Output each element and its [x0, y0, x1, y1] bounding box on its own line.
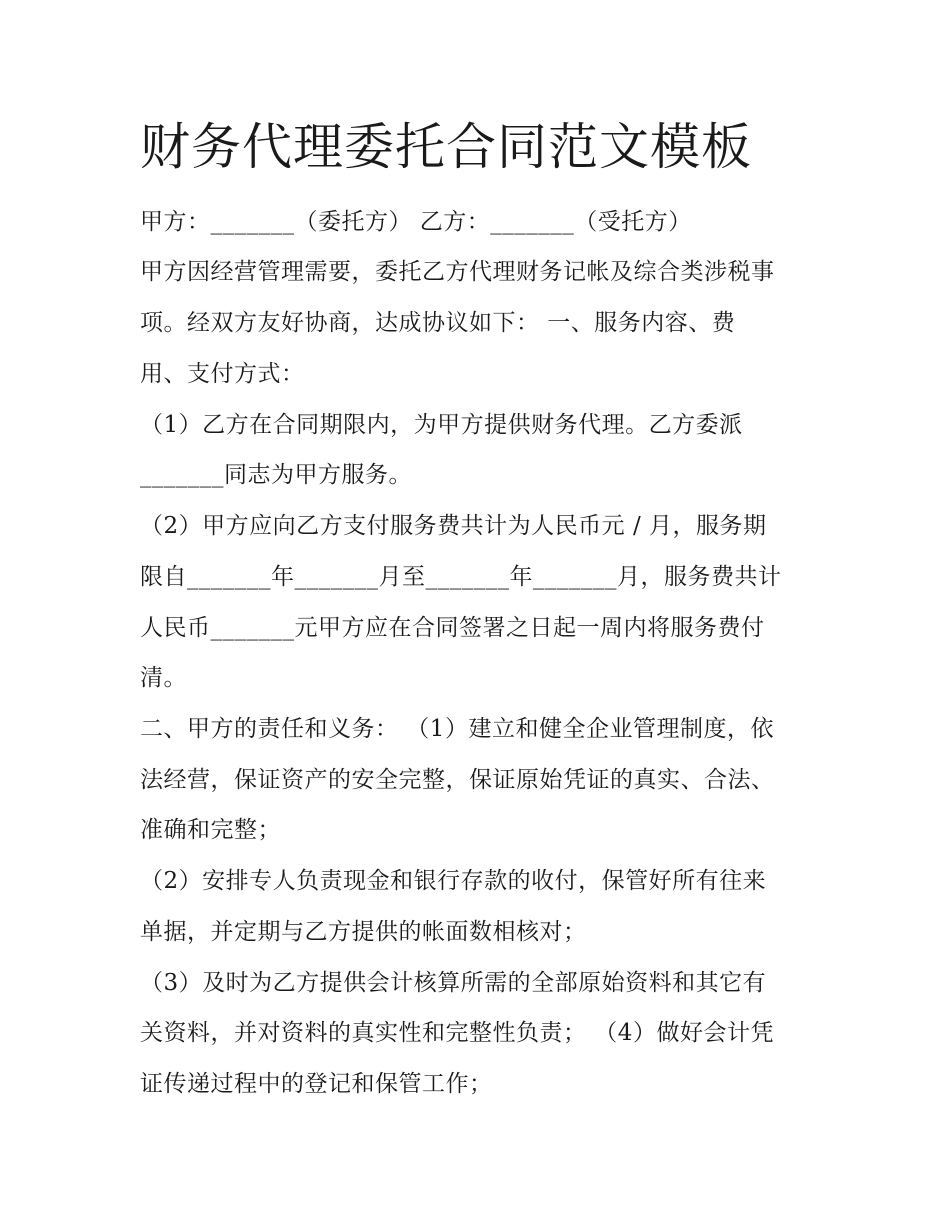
line-intro-3: 用、支付方式： — [140, 361, 305, 387]
line-duty-4: 证传递过程中的登记和保管工作； — [140, 1071, 493, 1097]
line-clause-2-4: 清。 — [140, 665, 187, 691]
line-intro-2: 项。经双方友好协商，达成协议如下： 一、服务内容、费 — [140, 310, 736, 336]
line-parties: 甲方：_______（委托方） 乙方：_______（受托方） — [140, 209, 692, 235]
line-section-2-2: 法经营，保证资产的安全完整，保证原始凭证的真实、合法、 — [140, 767, 775, 793]
line-duty-3-2: 关资料，并对资料的真实性和完整性负责； （4）做好会计凭 — [140, 1020, 774, 1046]
line-clause-2-1: （2）甲方应向乙方支付服务费共计为人民币元 / 月，服务期 — [140, 513, 767, 539]
line-intro-1: 甲方因经营管理需要，委托乙方代理财务记帐及综合类涉税事 — [140, 259, 775, 285]
line-section-2-3: 准确和完整； — [140, 817, 281, 843]
line-clause-1-1: （1）乙方在合同期限内，为甲方提供财务代理。乙方委派 — [140, 412, 743, 438]
line-clause-2-3: 人民币_______元甲方应在合同签署之日起一周内将服务费付 — [140, 615, 765, 641]
line-section-2-1: 二、甲方的责任和义务： （1）建立和健全企业管理制度，依 — [140, 716, 774, 742]
line-clause-2-2: 限自_______年_______月至_______年_______月，服务费共计 — [140, 564, 782, 590]
line-clause-1-2: _______同志为甲方服务。 — [140, 462, 412, 488]
document-title: 财务代理委托合同范文模板 — [140, 118, 752, 176]
line-duty-3-1: （3）及时为乙方提供会计核算所需的全部原始资料和其它有 — [140, 970, 767, 996]
line-duty-2-2: 单据，并定期与乙方提供的帐面数相核对； — [140, 919, 587, 945]
line-duty-2-1: （2）安排专人负责现金和银行存款的收付，保管好所有往来 — [140, 868, 767, 894]
